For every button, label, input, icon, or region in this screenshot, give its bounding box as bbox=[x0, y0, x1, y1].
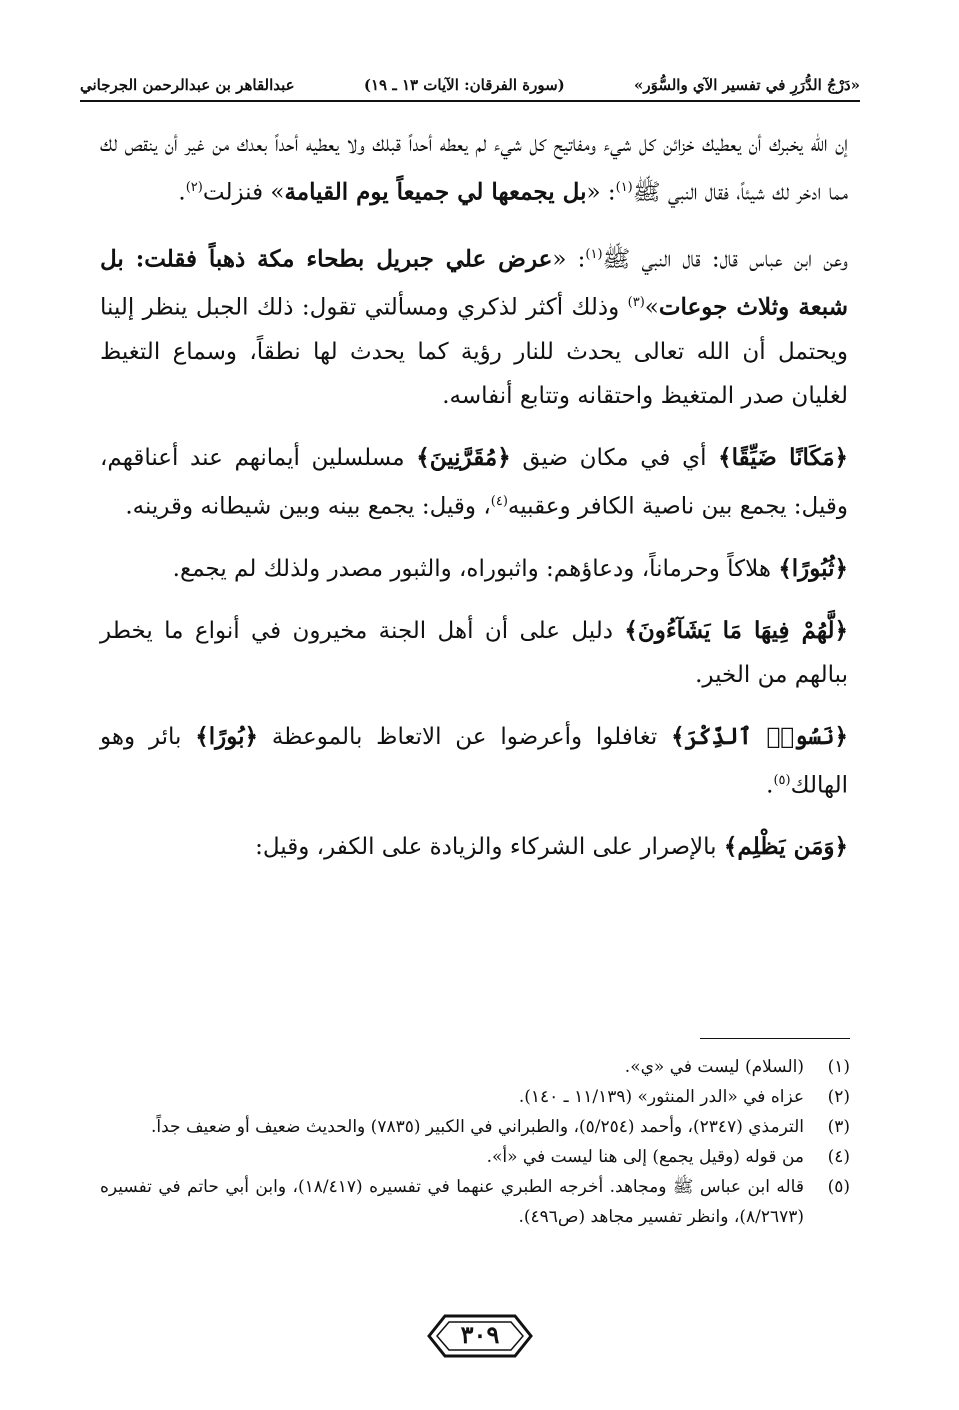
text-run: . bbox=[178, 179, 186, 206]
footnote-number: (١) bbox=[827, 1057, 850, 1077]
text-run: » فنزلت bbox=[202, 179, 285, 206]
footnote-ref: (٢) bbox=[185, 180, 203, 195]
text-run: أي في مكان ضيق bbox=[510, 444, 719, 471]
text-run: بائر وهو الهالك bbox=[100, 723, 848, 799]
text-run: وعن ابن عباس قال: قال النبي ﷺ bbox=[602, 246, 848, 273]
footnote-text: عزاه في «الدر المنثور» (١١/١٣٩ ـ ١٤٠). bbox=[518, 1087, 804, 1107]
paragraph-5 bbox=[100, 609, 848, 697]
quran-phrase: ﴿ثُبُورًا﴾ bbox=[778, 554, 848, 582]
footnote-item bbox=[100, 1112, 850, 1142]
footnote-item bbox=[100, 1052, 850, 1082]
text-run: دليل على أن أهل الجنة مخيرون في أنواع ما يخطر ببالهم من الخير. bbox=[100, 617, 848, 688]
hadith-quote: بل يجمعها لي جميعاً يوم القيامة bbox=[284, 178, 587, 206]
footnote-ref: (٥) bbox=[773, 772, 791, 788]
footnote-number: (٤) bbox=[827, 1147, 850, 1167]
footnote-number: (٢) bbox=[827, 1087, 850, 1107]
text-run: : « bbox=[586, 179, 616, 206]
paragraph-3 bbox=[100, 436, 848, 529]
footnote-text: قاله ابن عباس ﷺ ومجاهد. أخرجه الطبري عنهما في تفسيره (١٨/٤١٧)، وابن أبي حاتم في تفسيره (٨/٢٦٧٣)، وانظر تفسير مجاهد (ص٤٩٦). bbox=[100, 1177, 804, 1227]
page-number-ornament bbox=[425, 1310, 535, 1362]
footnote-separator bbox=[700, 1038, 850, 1039]
footnote-ref: (١) bbox=[585, 246, 603, 262]
footnote-ref: (٤) bbox=[490, 493, 508, 509]
quran-phrase: ﴿لَّهُمْ فِيهَا مَا يَشَآءُونَ﴾ bbox=[624, 616, 848, 644]
quran-phrase: ﴿وَمَن يَظْلِم﴾ bbox=[723, 833, 848, 861]
text-run: : « bbox=[552, 246, 586, 273]
text-run: هلاكاً وحرماناً، ودعاؤهم: واثبوراه، والثبور مصدر ولذلك لم يجمع. bbox=[172, 555, 779, 582]
footnote-text: من قوله (وقيل يجمع) إلى هنا ليست في «أ». bbox=[486, 1147, 804, 1167]
footnote-text: الترمذي (٢٣٤٧)، وأحمد (٥/٢٥٤)، والطبراني في الكبير (٧٨٣٥) والحديث ضعيف أو ضعيف جداً. bbox=[151, 1117, 804, 1137]
text-run: تغافلوا وأعرضوا عن الاتعاظ بالموعظة bbox=[258, 723, 672, 750]
paragraph-1 bbox=[100, 122, 848, 215]
body-text bbox=[100, 122, 848, 887]
text-run: ، وقيل: يجمع بينه وبين شيطانه وقرينه. bbox=[125, 493, 491, 520]
running-header bbox=[80, 58, 860, 98]
footnote-ref: (١) bbox=[615, 180, 633, 195]
hadith-quote: عرض علي جبريل بطحاء مكة ذهباً فقلت: بل شبعة وثلاث جوعات bbox=[100, 245, 848, 321]
paragraph-2 bbox=[100, 233, 848, 418]
header-author: عبدالقاهر بن عبدالرحمن الجرجاني bbox=[80, 76, 295, 94]
footnotes bbox=[100, 1052, 850, 1232]
paragraph-7 bbox=[100, 825, 848, 869]
header-book-title: «دَرْجُ الدُّرَرِ في تفسير الآي والسُّوَر» bbox=[633, 76, 860, 94]
quran-phrase: ﴿مَكَانًا ضَيِّقًا﴾ bbox=[718, 443, 849, 471]
quran-phrase: ﴿نَسُوا۟ ٱلذِّكْرَ﴾ bbox=[671, 722, 849, 750]
footnote-item bbox=[100, 1082, 850, 1112]
footnote-text: (السلام) ليست في «ي». bbox=[624, 1057, 804, 1077]
footnote-item bbox=[100, 1172, 850, 1232]
footnote-number: (٥) bbox=[827, 1177, 850, 1197]
paragraph-6 bbox=[100, 715, 848, 808]
text-run: » bbox=[644, 294, 659, 321]
page-number: ٣٠٩ bbox=[460, 1320, 500, 1349]
text-run: . bbox=[766, 772, 774, 799]
text-run: مسلسلين أيمانهم عند أعناقهم، وقيل: يجمع بين ناصية الكافر وعقبيه bbox=[100, 444, 848, 520]
header-surah-reference: (سورة الفرقان: الآيات ١٣ ـ ١٩) bbox=[363, 76, 565, 94]
paragraph-4 bbox=[100, 547, 848, 591]
footnote-ref: (٣) bbox=[627, 295, 645, 311]
text-run: إن الله يخبرك أن يعطيك خزائن كل شيء ومفاتيح كل شيء لم يعطه أحداً قبلك ولا يعطيه أحداً بعدك من غير أن ينقص لك مما ادخر لك شيئاً، فقال النبي ﷺ bbox=[100, 131, 848, 206]
text-run: وذلك أكثر لذكري ومسألتي تقول: ذلك الجبل ينظر إلينا ويحتمل أن الله تعالى يحدث للنار رؤية كما يحدث لها نطقاً، وسماع التغيظ لغليان صدر المتغيظ واحتقانه وتتابع أنفاسه. bbox=[100, 294, 848, 409]
footnote-item bbox=[100, 1142, 850, 1172]
text-run: بالإصرار على الشركاء والزيادة على الكفر، وقيل: bbox=[255, 834, 724, 861]
header-rule bbox=[80, 100, 860, 102]
footnote-number: (٣) bbox=[827, 1117, 850, 1137]
quran-phrase: ﴿مُقَرَّنِينَ﴾ bbox=[416, 443, 511, 471]
quran-phrase: ﴿بُورًا﴾ bbox=[195, 722, 259, 750]
